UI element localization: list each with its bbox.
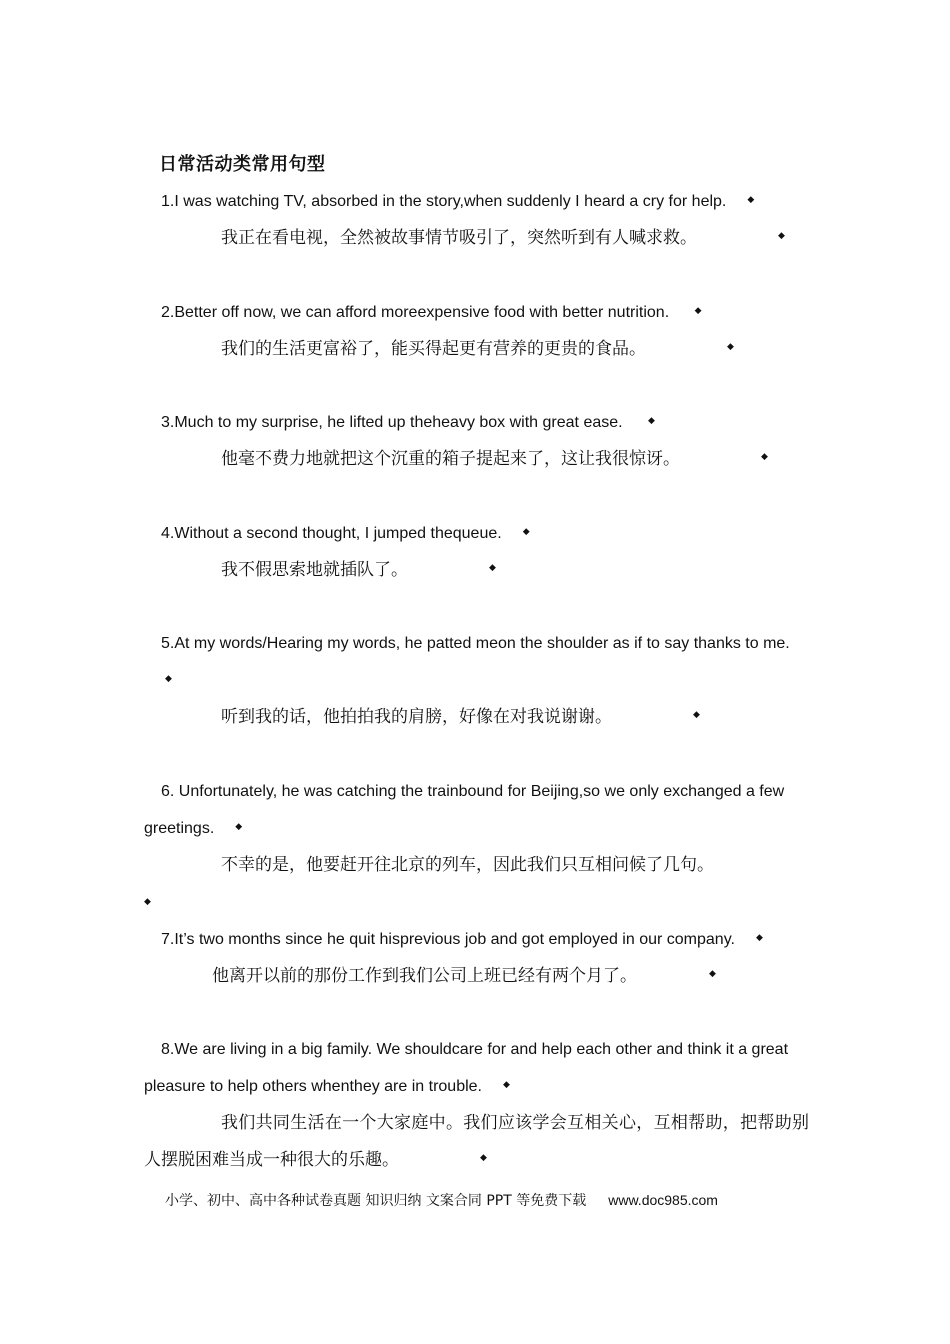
sentence-en-1 [144,183,809,220]
translation-text: 他离开以前的那份工作到我们公司上班已经有两个月了。 [212,966,637,986]
sentence-cn-8 [144,1105,809,1179]
sentence-cn-7 [144,958,809,995]
page-footer [165,1188,718,1213]
diamond-icon: ◆ [709,969,716,979]
translation-text: 我们共同生活在一个大家庭中。我们应该学会互相关心，互相帮助，把帮助别人摆脱困难当成一种很大的乐趣。 [144,1113,809,1170]
sentence-en-4 [144,515,809,552]
sentence-cn-1 [144,220,809,257]
sentence-en-8 [144,1031,809,1105]
translation-text: 我们的生活更富裕了，能买得起更有营养的更贵的食品。 [221,339,646,359]
diamond-icon: ◆ [503,1079,510,1090]
diamond-icon: ◆ [755,932,763,943]
diamond-icon: ◆ [144,897,151,907]
sentence-cn-5 [144,699,809,736]
translation-text: 听到我的话，他拍拍我的肩膀，好像在对我说谢谢。 [221,707,612,727]
footer-url: www.doc985.com [608,1192,718,1208]
sentence-text: 5.At my words/Hearing my words, he patted meon the shoulder as if to say thanks to me. [161,635,790,652]
diamond-icon: ◆ [727,342,734,352]
diamond-icon: ◆ [522,526,530,537]
diamond-icon: ◆ [778,231,785,241]
translation-text: 我不假思索地就插队了。 [221,560,408,580]
diamond-icon: ◆ [489,563,496,573]
diamond-icon: ◆ [693,710,700,720]
sentence-en-6 [144,773,809,847]
sentence-text: 7.It’s two months since he quit hisprevious job and got employed in our company. [161,931,735,948]
diamond-icon: ◆ [694,305,702,316]
footer-text: 小学、初中、高中各种试卷真题 知识归纳 文案合同 PPT 等免费下载 [165,1193,587,1209]
sentence-text: 1.I was watching TV, absorbed in the story,when suddenly I heard a cry for help. [161,193,727,210]
sentence-text: 8.We are living in a big family. We shouldcare for and help each other and think it a great pleasure to help others whenthey are in trouble. [144,1041,789,1095]
sentence-text: 6. Unfortunately, he was catching the trainbound for Beijing,so we only exchanged a few greetings. [144,783,785,837]
sentence-text: 2.Better off now, we can afford moreexpensive food with better nutrition. [161,304,674,321]
sentence-en-5 [144,625,809,699]
translation-text: 不幸的是，他要赶开往北京的列车，因此我们只互相问候了几句。 [221,855,714,875]
diamond-icon: ◆ [480,1153,487,1163]
diamond-icon: ◆ [235,821,243,832]
diamond-icon: ◆ [165,673,172,684]
sentence-en-7 [144,921,809,958]
translation-text: 我正在看电视，全然被故事情节吸引了，突然听到有人喊求救。 [221,228,697,248]
sentence-cn-3 [144,441,809,478]
sentence-en-2 [144,294,809,331]
sentence-cn-4 [144,552,809,589]
sentence-text: 4.Without a second thought, I jumped thequeue. [161,525,502,542]
diamond-icon: ◆ [648,415,655,426]
sentence-text: 3.Much to my surprise, he lifted up theheavy box with great ease. [161,414,628,431]
diamond-icon: ◆ [761,452,768,462]
page-title: 日常活动类常用句型 [159,154,326,175]
sentence-en-3 [144,404,809,441]
sentence-cn-6 [144,847,809,884]
diamond-icon: ◆ [747,194,755,205]
sentence-cn-2 [144,331,809,368]
translation-text: 他毫不费力地就把这个沉重的箱子提起来了，这让我很惊讶。 [221,449,680,469]
